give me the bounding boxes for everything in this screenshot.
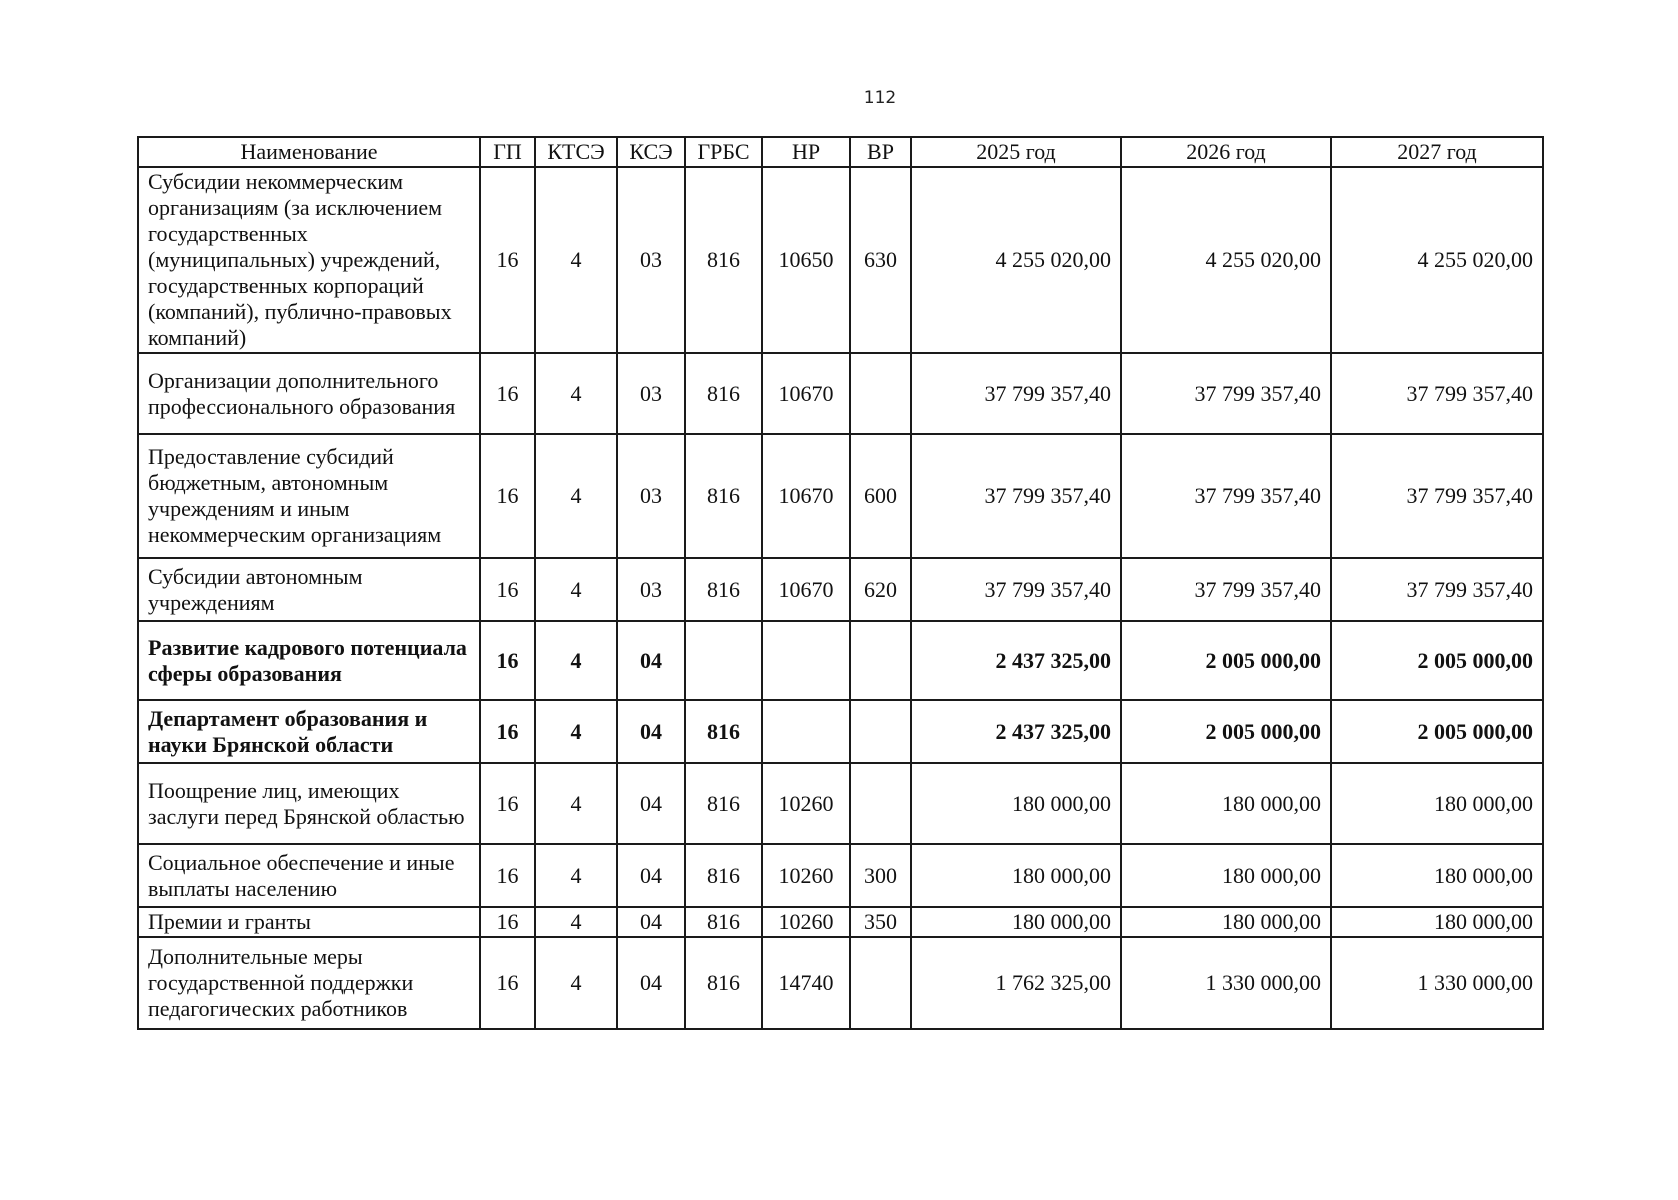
amount-2027-cell: 2 005 000,00 — [1331, 700, 1543, 763]
ktse-cell: 4 — [535, 621, 617, 700]
header-nr: НР — [762, 137, 850, 167]
grbs-cell: 816 — [685, 907, 762, 937]
gp-cell: 16 — [480, 167, 535, 353]
kse-cell: 03 — [617, 353, 685, 434]
amount-2027-cell: 37 799 357,40 — [1331, 353, 1543, 434]
gp-cell: 16 — [480, 937, 535, 1029]
vr-cell — [850, 700, 911, 763]
kse-cell: 04 — [617, 763, 685, 844]
amount-2027-cell: 37 799 357,40 — [1331, 434, 1543, 558]
name-cell: Развитие кадрового потенциала сферы образования — [138, 621, 480, 700]
ktse-cell: 4 — [535, 937, 617, 1029]
amount-2026-cell: 37 799 357,40 — [1121, 353, 1331, 434]
gp-cell: 16 — [480, 844, 535, 907]
grbs-cell: 816 — [685, 167, 762, 353]
table-row — [138, 763, 1543, 844]
nr-cell: 10670 — [762, 353, 850, 434]
vr-cell — [850, 353, 911, 434]
header-kse: КСЭ — [617, 137, 685, 167]
ktse-cell: 4 — [535, 167, 617, 353]
table-row — [138, 621, 1543, 700]
gp-cell: 16 — [480, 907, 535, 937]
vr-cell — [850, 763, 911, 844]
grbs-cell: 816 — [685, 558, 762, 621]
vr-cell: 630 — [850, 167, 911, 353]
ktse-cell: 4 — [535, 700, 617, 763]
nr-cell: 14740 — [762, 937, 850, 1029]
amount-2026-cell: 37 799 357,40 — [1121, 558, 1331, 621]
ktse-cell: 4 — [535, 558, 617, 621]
table-body — [138, 167, 1543, 1029]
amount-2025-cell: 4 255 020,00 — [911, 167, 1121, 353]
name-cell: Департамент образования и науки Брянской области — [138, 700, 480, 763]
kse-cell: 04 — [617, 700, 685, 763]
grbs-cell: 816 — [685, 844, 762, 907]
name-cell: Премии и гранты — [138, 907, 480, 937]
gp-cell: 16 — [480, 434, 535, 558]
nr-cell: 10670 — [762, 434, 850, 558]
amount-2025-cell: 180 000,00 — [911, 844, 1121, 907]
nr-cell: 10260 — [762, 907, 850, 937]
table-row — [138, 907, 1543, 937]
kse-cell: 04 — [617, 937, 685, 1029]
ktse-cell: 4 — [535, 353, 617, 434]
amount-2027-cell: 4 255 020,00 — [1331, 167, 1543, 353]
name-cell: Субсидии автономным учреждениям — [138, 558, 480, 621]
header-grbs: ГРБС — [685, 137, 762, 167]
amount-2027-cell: 2 005 000,00 — [1331, 621, 1543, 700]
amount-2026-cell: 180 000,00 — [1121, 907, 1331, 937]
gp-cell: 16 — [480, 621, 535, 700]
kse-cell: 04 — [617, 907, 685, 937]
amount-2025-cell: 180 000,00 — [911, 907, 1121, 937]
amount-2027-cell: 1 330 000,00 — [1331, 937, 1543, 1029]
kse-cell: 03 — [617, 434, 685, 558]
amount-2027-cell: 180 000,00 — [1331, 907, 1543, 937]
header-year-2026: 2026 год — [1121, 137, 1331, 167]
amount-2027-cell: 180 000,00 — [1331, 763, 1543, 844]
vr-cell — [850, 621, 911, 700]
amount-2026-cell: 180 000,00 — [1121, 844, 1331, 907]
header-year-2025: 2025 год — [911, 137, 1121, 167]
name-cell: Предоставление субсидий бюджетным, автономным учреждениям и иным некоммерческим организациям — [138, 434, 480, 558]
header-year-2027: 2027 год — [1331, 137, 1543, 167]
budget-table — [137, 136, 1544, 1030]
name-cell: Социальное обеспечение и иные выплаты населению — [138, 844, 480, 907]
gp-cell: 16 — [480, 763, 535, 844]
amount-2025-cell: 1 762 325,00 — [911, 937, 1121, 1029]
amount-2026-cell: 180 000,00 — [1121, 763, 1331, 844]
header-name: Наименование — [138, 137, 480, 167]
nr-cell — [762, 700, 850, 763]
table-row — [138, 434, 1543, 558]
grbs-cell: 816 — [685, 937, 762, 1029]
gp-cell: 16 — [480, 700, 535, 763]
nr-cell: 10650 — [762, 167, 850, 353]
header-vr: ВР — [850, 137, 911, 167]
table-row — [138, 167, 1543, 353]
amount-2026-cell: 1 330 000,00 — [1121, 937, 1331, 1029]
amount-2025-cell: 2 437 325,00 — [911, 700, 1121, 763]
name-cell: Дополнительные меры государственной поддержки педагогических работников — [138, 937, 480, 1029]
header-gp: ГП — [480, 137, 535, 167]
table-row — [138, 353, 1543, 434]
grbs-cell — [685, 621, 762, 700]
name-cell: Поощрение лиц, имеющих заслуги перед Брянской областью — [138, 763, 480, 844]
amount-2027-cell: 180 000,00 — [1331, 844, 1543, 907]
nr-cell: 10260 — [762, 844, 850, 907]
table-row — [138, 700, 1543, 763]
amount-2026-cell: 2 005 000,00 — [1121, 621, 1331, 700]
amount-2026-cell: 37 799 357,40 — [1121, 434, 1331, 558]
vr-cell: 620 — [850, 558, 911, 621]
header-row — [138, 137, 1543, 167]
header-ktse: КТСЭ — [535, 137, 617, 167]
page-number: 112 — [863, 88, 897, 108]
nr-cell: 10260 — [762, 763, 850, 844]
amount-2025-cell: 37 799 357,40 — [911, 434, 1121, 558]
name-cell: Субсидии некоммерческим организациям (за исключением государственных (муниципальных) учреждений, государственных корпораций (компаний), публично-правовых компаний) — [138, 167, 480, 353]
grbs-cell: 816 — [685, 700, 762, 763]
amount-2026-cell: 4 255 020,00 — [1121, 167, 1331, 353]
ktse-cell: 4 — [535, 434, 617, 558]
nr-cell: 10670 — [762, 558, 850, 621]
amount-2027-cell: 37 799 357,40 — [1331, 558, 1543, 621]
gp-cell: 16 — [480, 558, 535, 621]
nr-cell — [762, 621, 850, 700]
amount-2025-cell: 2 437 325,00 — [911, 621, 1121, 700]
kse-cell: 03 — [617, 167, 685, 353]
ktse-cell: 4 — [535, 844, 617, 907]
amount-2025-cell: 37 799 357,40 — [911, 353, 1121, 434]
vr-cell: 350 — [850, 907, 911, 937]
amount-2026-cell: 2 005 000,00 — [1121, 700, 1331, 763]
amount-2025-cell: 37 799 357,40 — [911, 558, 1121, 621]
grbs-cell: 816 — [685, 353, 762, 434]
vr-cell: 600 — [850, 434, 911, 558]
table-row — [138, 937, 1543, 1029]
ktse-cell: 4 — [535, 907, 617, 937]
table-row — [138, 558, 1543, 621]
table-row — [138, 844, 1543, 907]
kse-cell: 04 — [617, 844, 685, 907]
kse-cell: 03 — [617, 558, 685, 621]
amount-2025-cell: 180 000,00 — [911, 763, 1121, 844]
grbs-cell: 816 — [685, 434, 762, 558]
vr-cell: 300 — [850, 844, 911, 907]
grbs-cell: 816 — [685, 763, 762, 844]
kse-cell: 04 — [617, 621, 685, 700]
ktse-cell: 4 — [535, 763, 617, 844]
gp-cell: 16 — [480, 353, 535, 434]
vr-cell — [850, 937, 911, 1029]
name-cell: Организации дополнительного профессионального образования — [138, 353, 480, 434]
